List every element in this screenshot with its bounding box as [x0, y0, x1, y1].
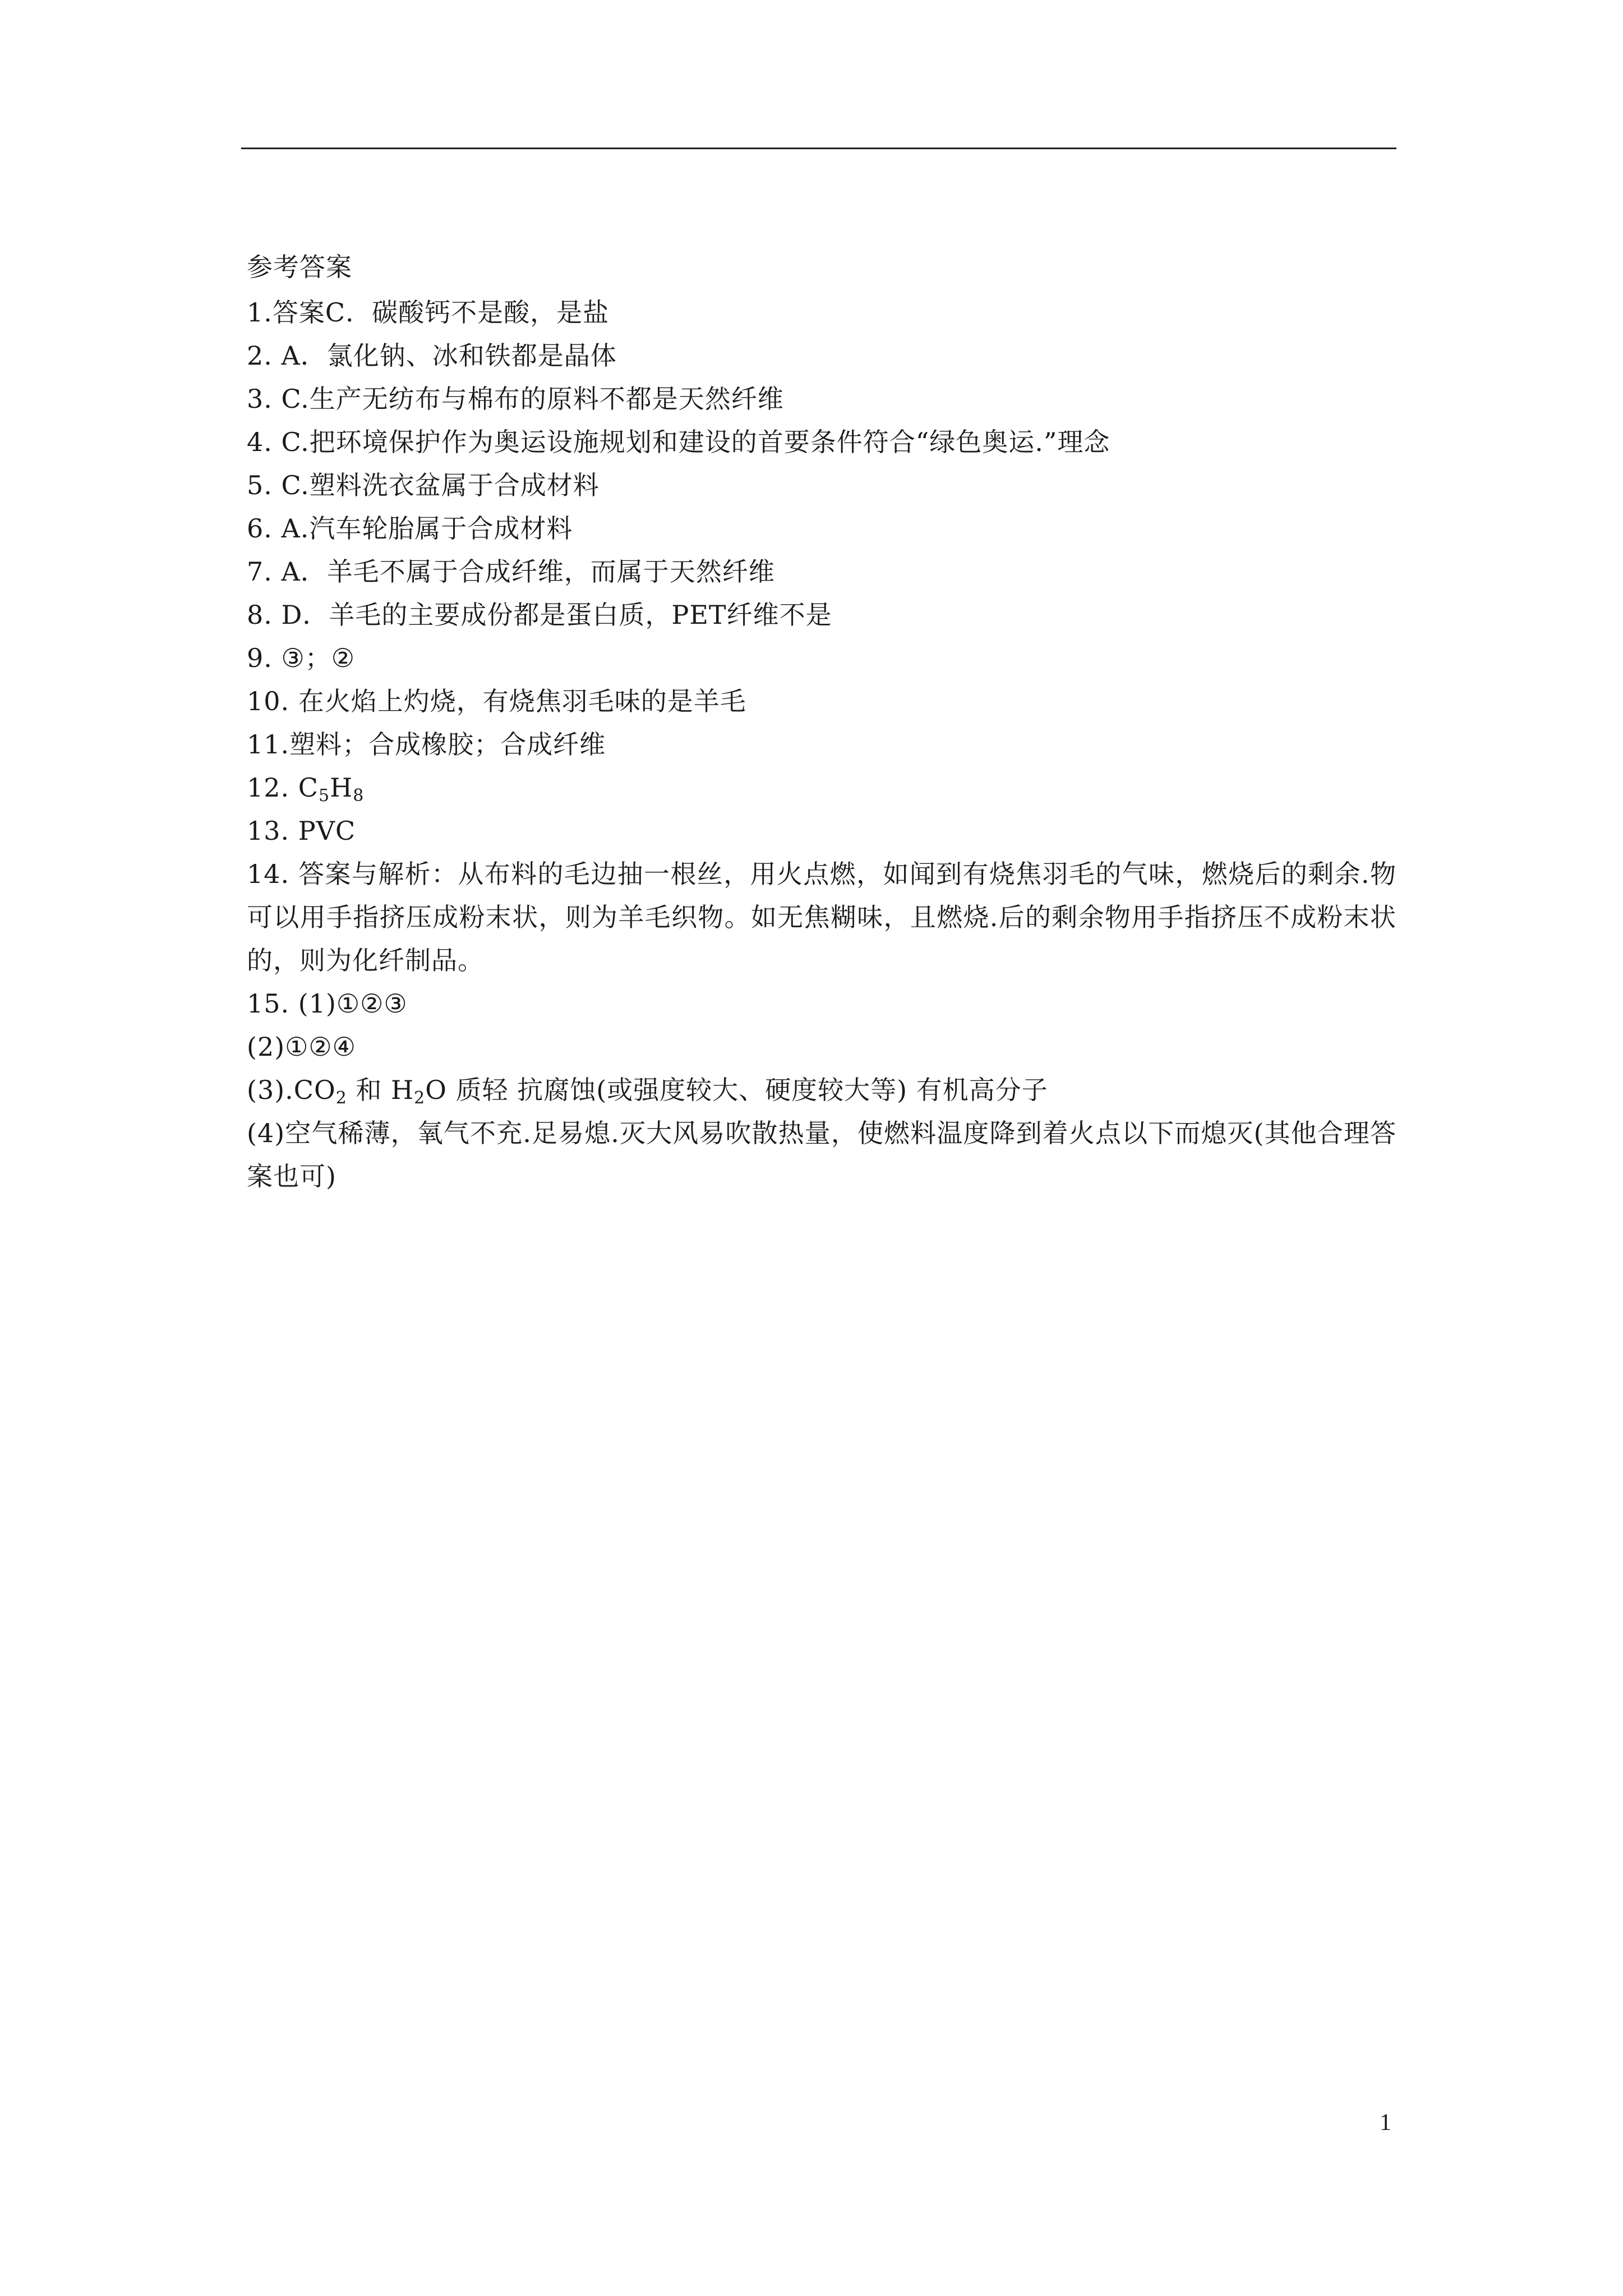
answer-12 — [247, 766, 1396, 809]
answer-12-prefix: 12. — [247, 772, 298, 803]
answer-5: 5. C.塑料洗衣盆属于合成材料 — [247, 470, 600, 500]
part-3-rest: O 质轻 抗腐蚀(或强度较大、硬度较大等) 有机高分子 — [425, 1075, 1048, 1105]
answer-4: 4. C.把环境保护作为奥运设施规划和建设的首要条件符合“绿色奥运.”理念 — [247, 427, 1110, 457]
answer-6: 6. A.汽车轮胎属于合成材料 — [247, 513, 573, 544]
answer-9: 9. ③；② — [247, 643, 355, 673]
formula-c: C — [298, 772, 319, 803]
part-3-prefix: (3).CO — [247, 1075, 336, 1105]
answer-15-part-3 — [247, 1069, 1396, 1112]
answer-2: 2. A．氯化钠、冰和铁都是晶体 — [247, 341, 617, 371]
answer-15-part-4: (4)空气稀薄，氧气不充.足易熄.灭大风易吹散热量，使燃料温度降到着火点以下而熄灭(其他合理答案也可) — [247, 1118, 1396, 1191]
answer-1: 1.答案C．碳酸钙不是酸，是盐 — [247, 297, 610, 328]
h2o-subscript: 2 — [414, 1088, 426, 1108]
answer-14: 14. 答案与解析：从布料的毛边抽一根丝，用火点燃，如闻到有烧焦羽毛的气味，燃烧后的剩余.物可以用手指挤压成粉末状，则为羊毛织物。如无焦糊味，且燃烧.后的剩余物用手指挤压不成粉末状的，则为化纤制品。 — [247, 859, 1396, 976]
answer-section — [247, 246, 1396, 1198]
answer-8: 8. D．羊毛的主要成份都是蛋白质，PET纤维不是 — [247, 600, 832, 630]
answer-3: 3. C.生产无纺布与棉布的原料不都是天然纤维 — [247, 384, 784, 414]
formula-h-subscript: 8 — [353, 786, 365, 806]
co2-subscript: 2 — [335, 1088, 347, 1108]
answer-15-part-2: (2)①②④ — [247, 1032, 356, 1062]
section-title: 参考答案 — [247, 252, 352, 282]
answer-7: 7. A．羊毛不属于合成纤维，而属于天然纤维 — [247, 556, 775, 587]
formula-h: H — [330, 772, 353, 803]
part-3-mid: 和 H — [347, 1075, 414, 1105]
answer-13: 13. PVC — [247, 816, 356, 846]
page-number: 1 — [1380, 2110, 1391, 2136]
answer-11: 11.塑料；合成橡胶；合成纤维 — [247, 729, 606, 760]
answer-15-part-1: 15. (1)①②③ — [247, 988, 408, 1019]
formula-c-subscript: 5 — [318, 786, 330, 806]
answer-10: 10. 在火焰上灼烧，有烧焦羽毛味的是羊毛 — [247, 686, 746, 716]
header-rule — [241, 148, 1396, 149]
